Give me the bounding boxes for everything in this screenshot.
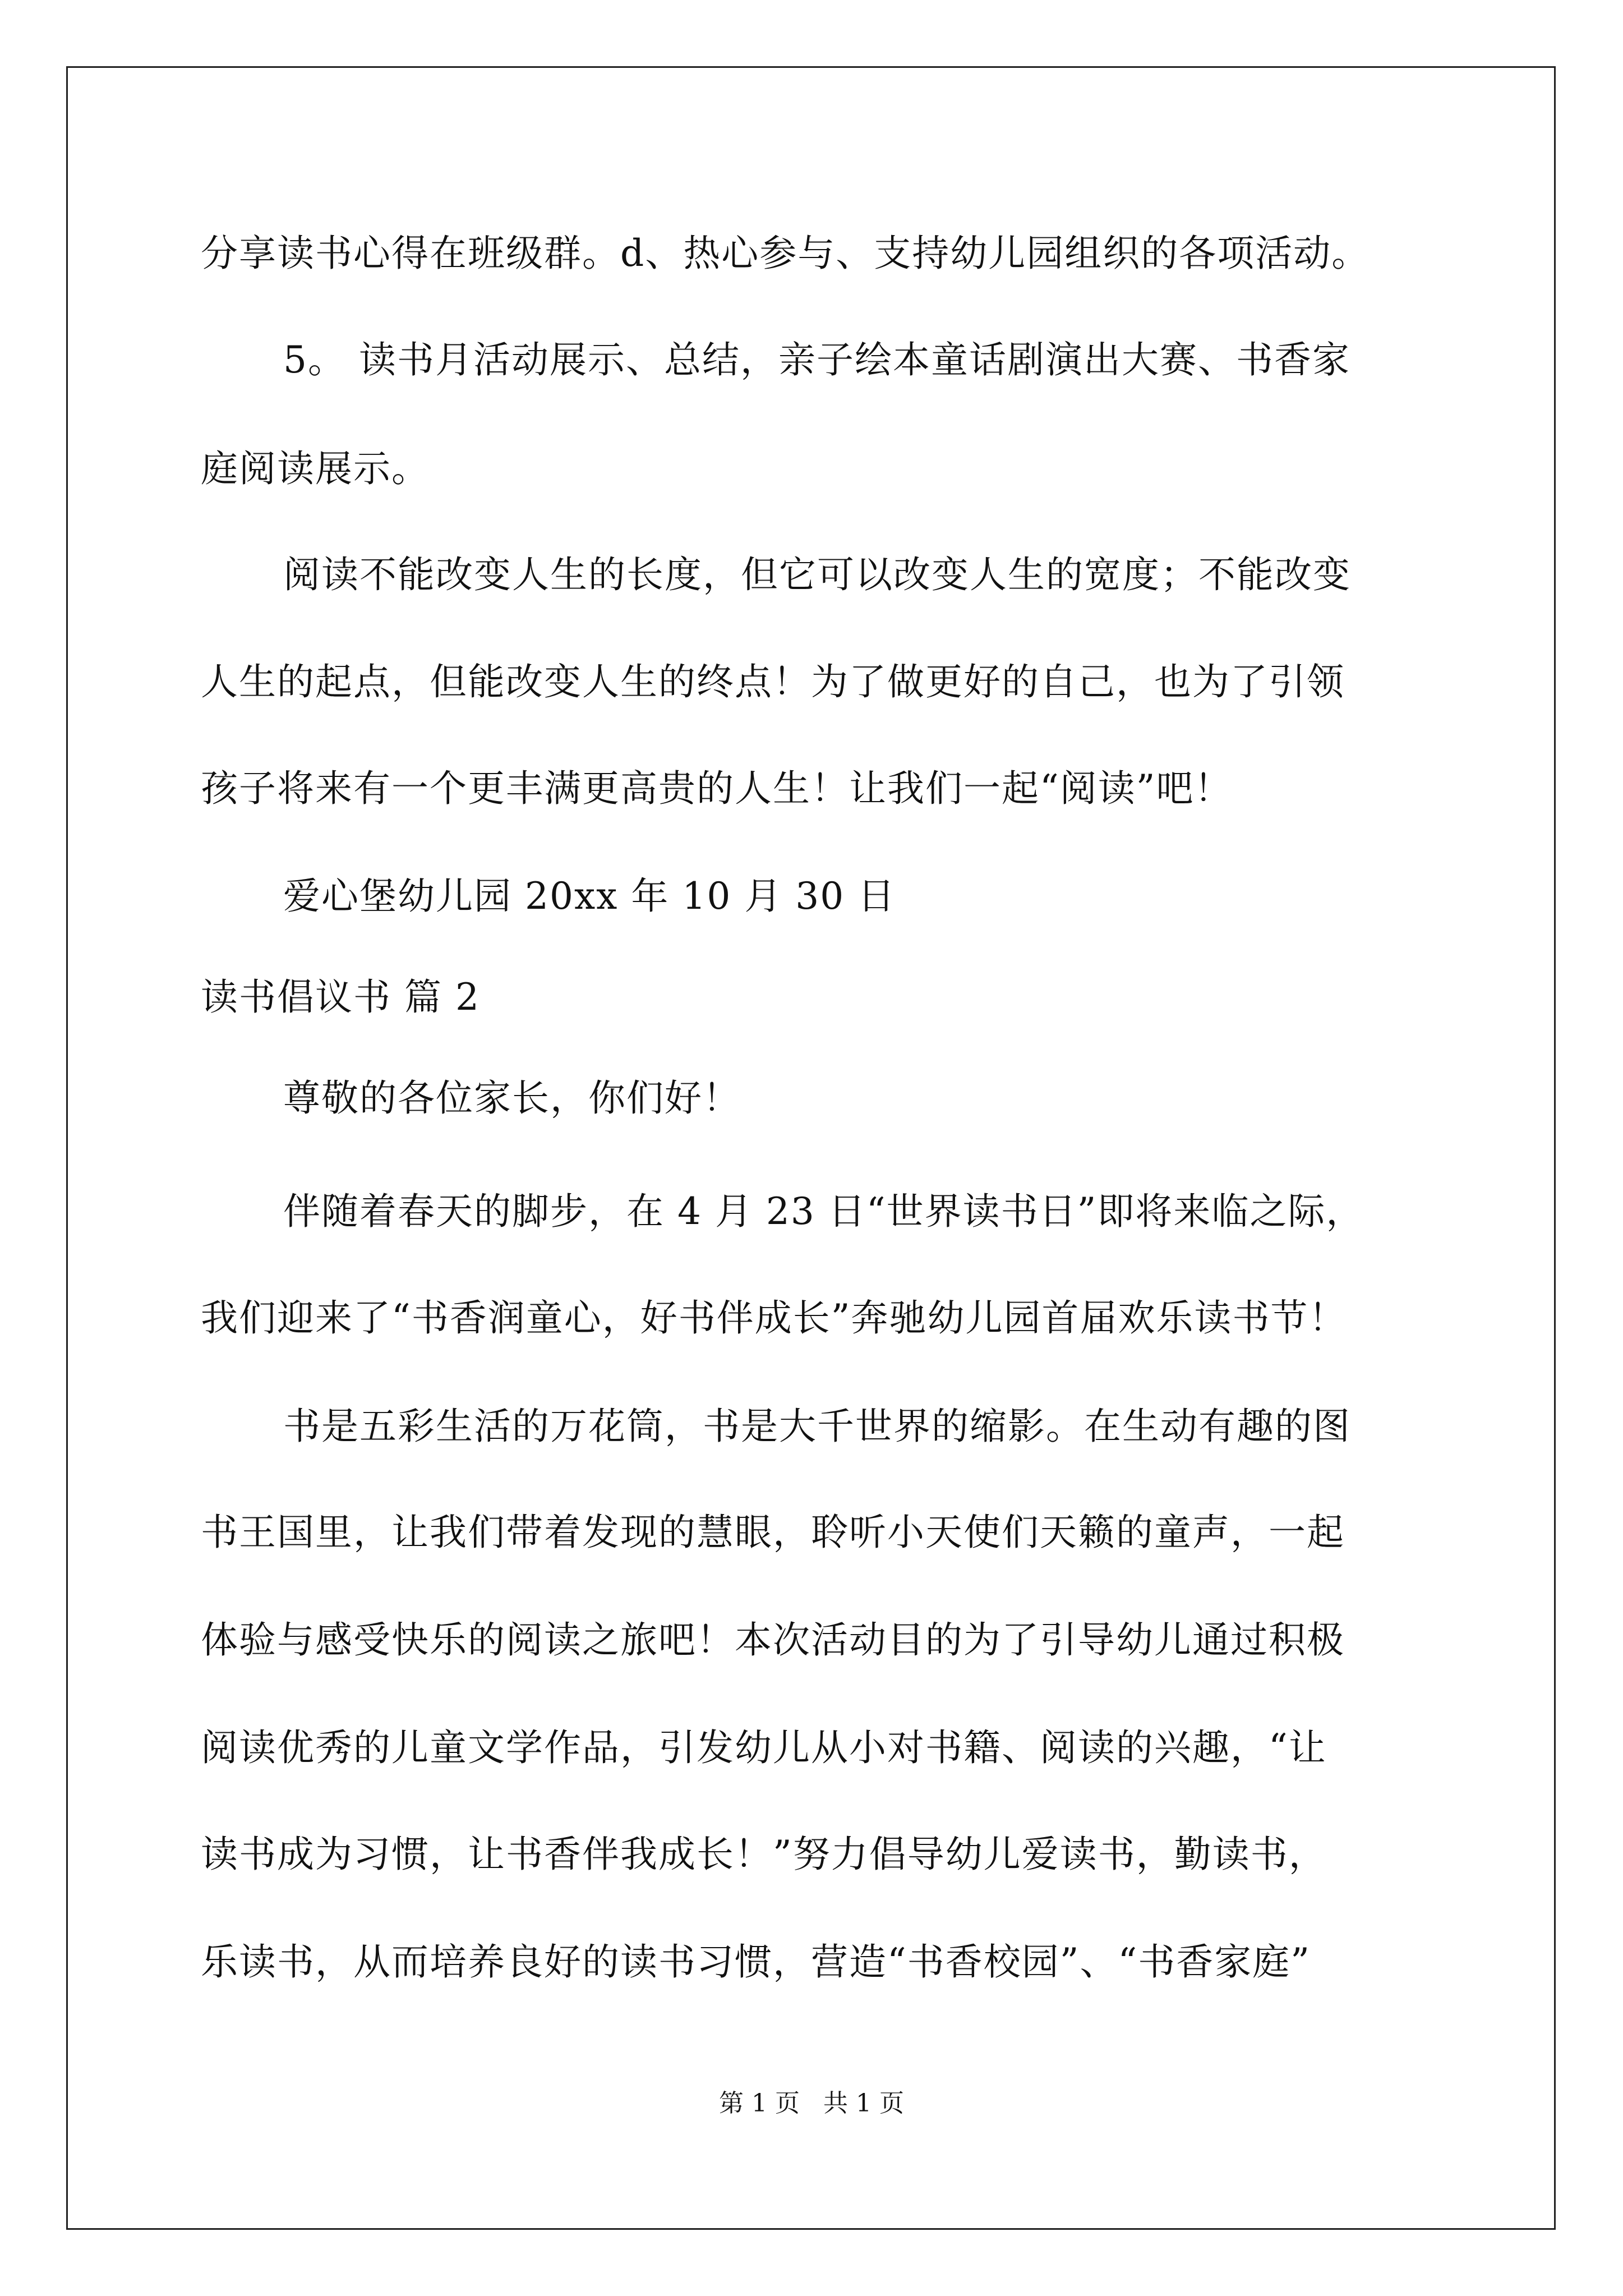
- text-line: 我们迎来了“书香润童心，好书伴成长”奔驰幼儿园首届欢乐读书节！: [201, 1296, 1347, 1340]
- text-line: 分享读书心得在班级群。d、热心参与、支持幼儿园组织的各项活动。: [201, 232, 1370, 275]
- text-line: 乐读书，从而培养良好的读书习惯，营造“书香校园”、“书香家庭”: [201, 1940, 1311, 1984]
- section-heading: 读书倡议书 篇 2: [201, 976, 480, 1019]
- page-number: 第 1 页 共 1 页: [719, 2089, 904, 2118]
- text-line: 庭阅读展示。: [201, 447, 430, 490]
- salutation: 尊敬的各位家长，你们好！: [283, 1076, 741, 1120]
- text-line: 体验与感受快乐的阅读之旅吧！本次活动目的为了引导幼儿通过积极: [201, 1618, 1345, 1662]
- text-line: 孩子将来有一个更丰满更高贵的人生！让我们一起“阅读”吧！: [201, 767, 1233, 810]
- text-line: 书王国里，让我们带着发现的慧眼，聆听小天使们天籁的童声，一起: [201, 1511, 1345, 1554]
- text-line: 5。 读书月活动展示、总结，亲子绘本童话剧演出大赛、书香家: [283, 338, 1350, 381]
- signature-line: 爱心堡幼儿园 20xx 年 10 月 30 日: [283, 875, 896, 918]
- text-line: 书是五彩生活的万花筒，书是大千世界的缩影。在生动有趣的图: [283, 1405, 1351, 1448]
- text-line: 读书成为习惯，让书香伴我成长！”努力倡导幼儿爱读书，勤读书，: [201, 1833, 1327, 1876]
- text-line: 伴随着春天的脚步，在 4 月 23 日“世界读书日”即将来临之际，: [283, 1190, 1364, 1233]
- page-border: [66, 66, 1556, 2230]
- text-line: 人生的起点，但能改变人生的终点！为了做更好的自己，也为了引领: [201, 660, 1345, 703]
- text-line: 阅读不能改变人生的长度，但它可以改变人生的宽度；不能改变: [283, 553, 1351, 596]
- text-line: 阅读优秀的儿童文学作品，引发幼儿从小对书籍、阅读的兴趣，“让: [201, 1726, 1327, 1769]
